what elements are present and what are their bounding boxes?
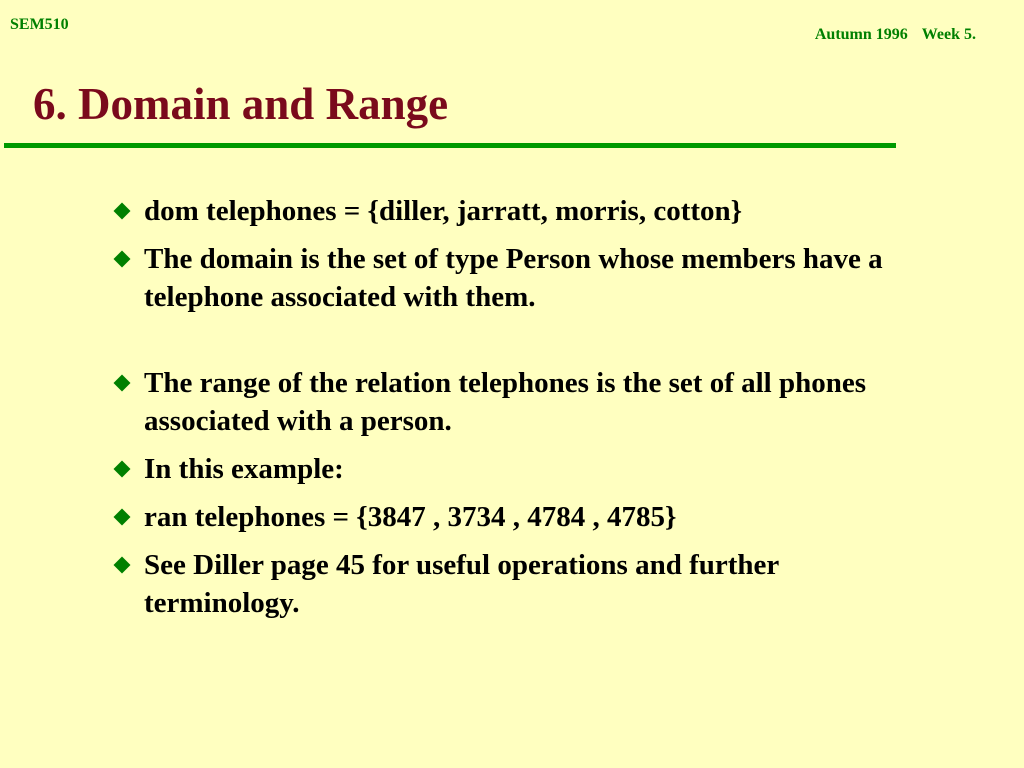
bullet-item [112,546,912,622]
term-label: Autumn 1996 [814,26,908,43]
bullet-text: See Diller page 45 for useful operations and further terminology. [144,549,779,619]
diamond-bullet-icon [114,375,131,392]
diamond-bullet-icon [114,557,131,574]
bullet-text: The domain is the set of type Person whose members have a telephone associated with them. [144,243,883,313]
bullet-text: The range of the relation telephones is the set of all phones associated with a person. [144,367,867,437]
bullet-item [112,498,912,536]
week-label: Week 5. [921,26,976,43]
term-info [815,26,976,44]
bullet-text: dom telephones = {diller, jarratt, morris, cotton} [144,195,743,227]
bullet-item [112,364,912,440]
bullet-text: In this example: [144,453,344,485]
bullet-list [112,192,912,632]
diamond-bullet-icon [114,251,131,268]
diamond-bullet-icon [114,509,131,526]
course-code: SEM510 [10,16,69,33]
bullet-item [112,192,912,230]
bullet-item [112,240,912,316]
diamond-bullet-icon [114,461,131,478]
slide-title: 6. Domain and Range [33,79,449,129]
bullet-text: ran telephones = {3847 , 3734 , 4784 , 4785} [144,501,677,533]
title-underline [4,143,896,148]
bullet-item [112,450,912,488]
diamond-bullet-icon [114,203,131,220]
